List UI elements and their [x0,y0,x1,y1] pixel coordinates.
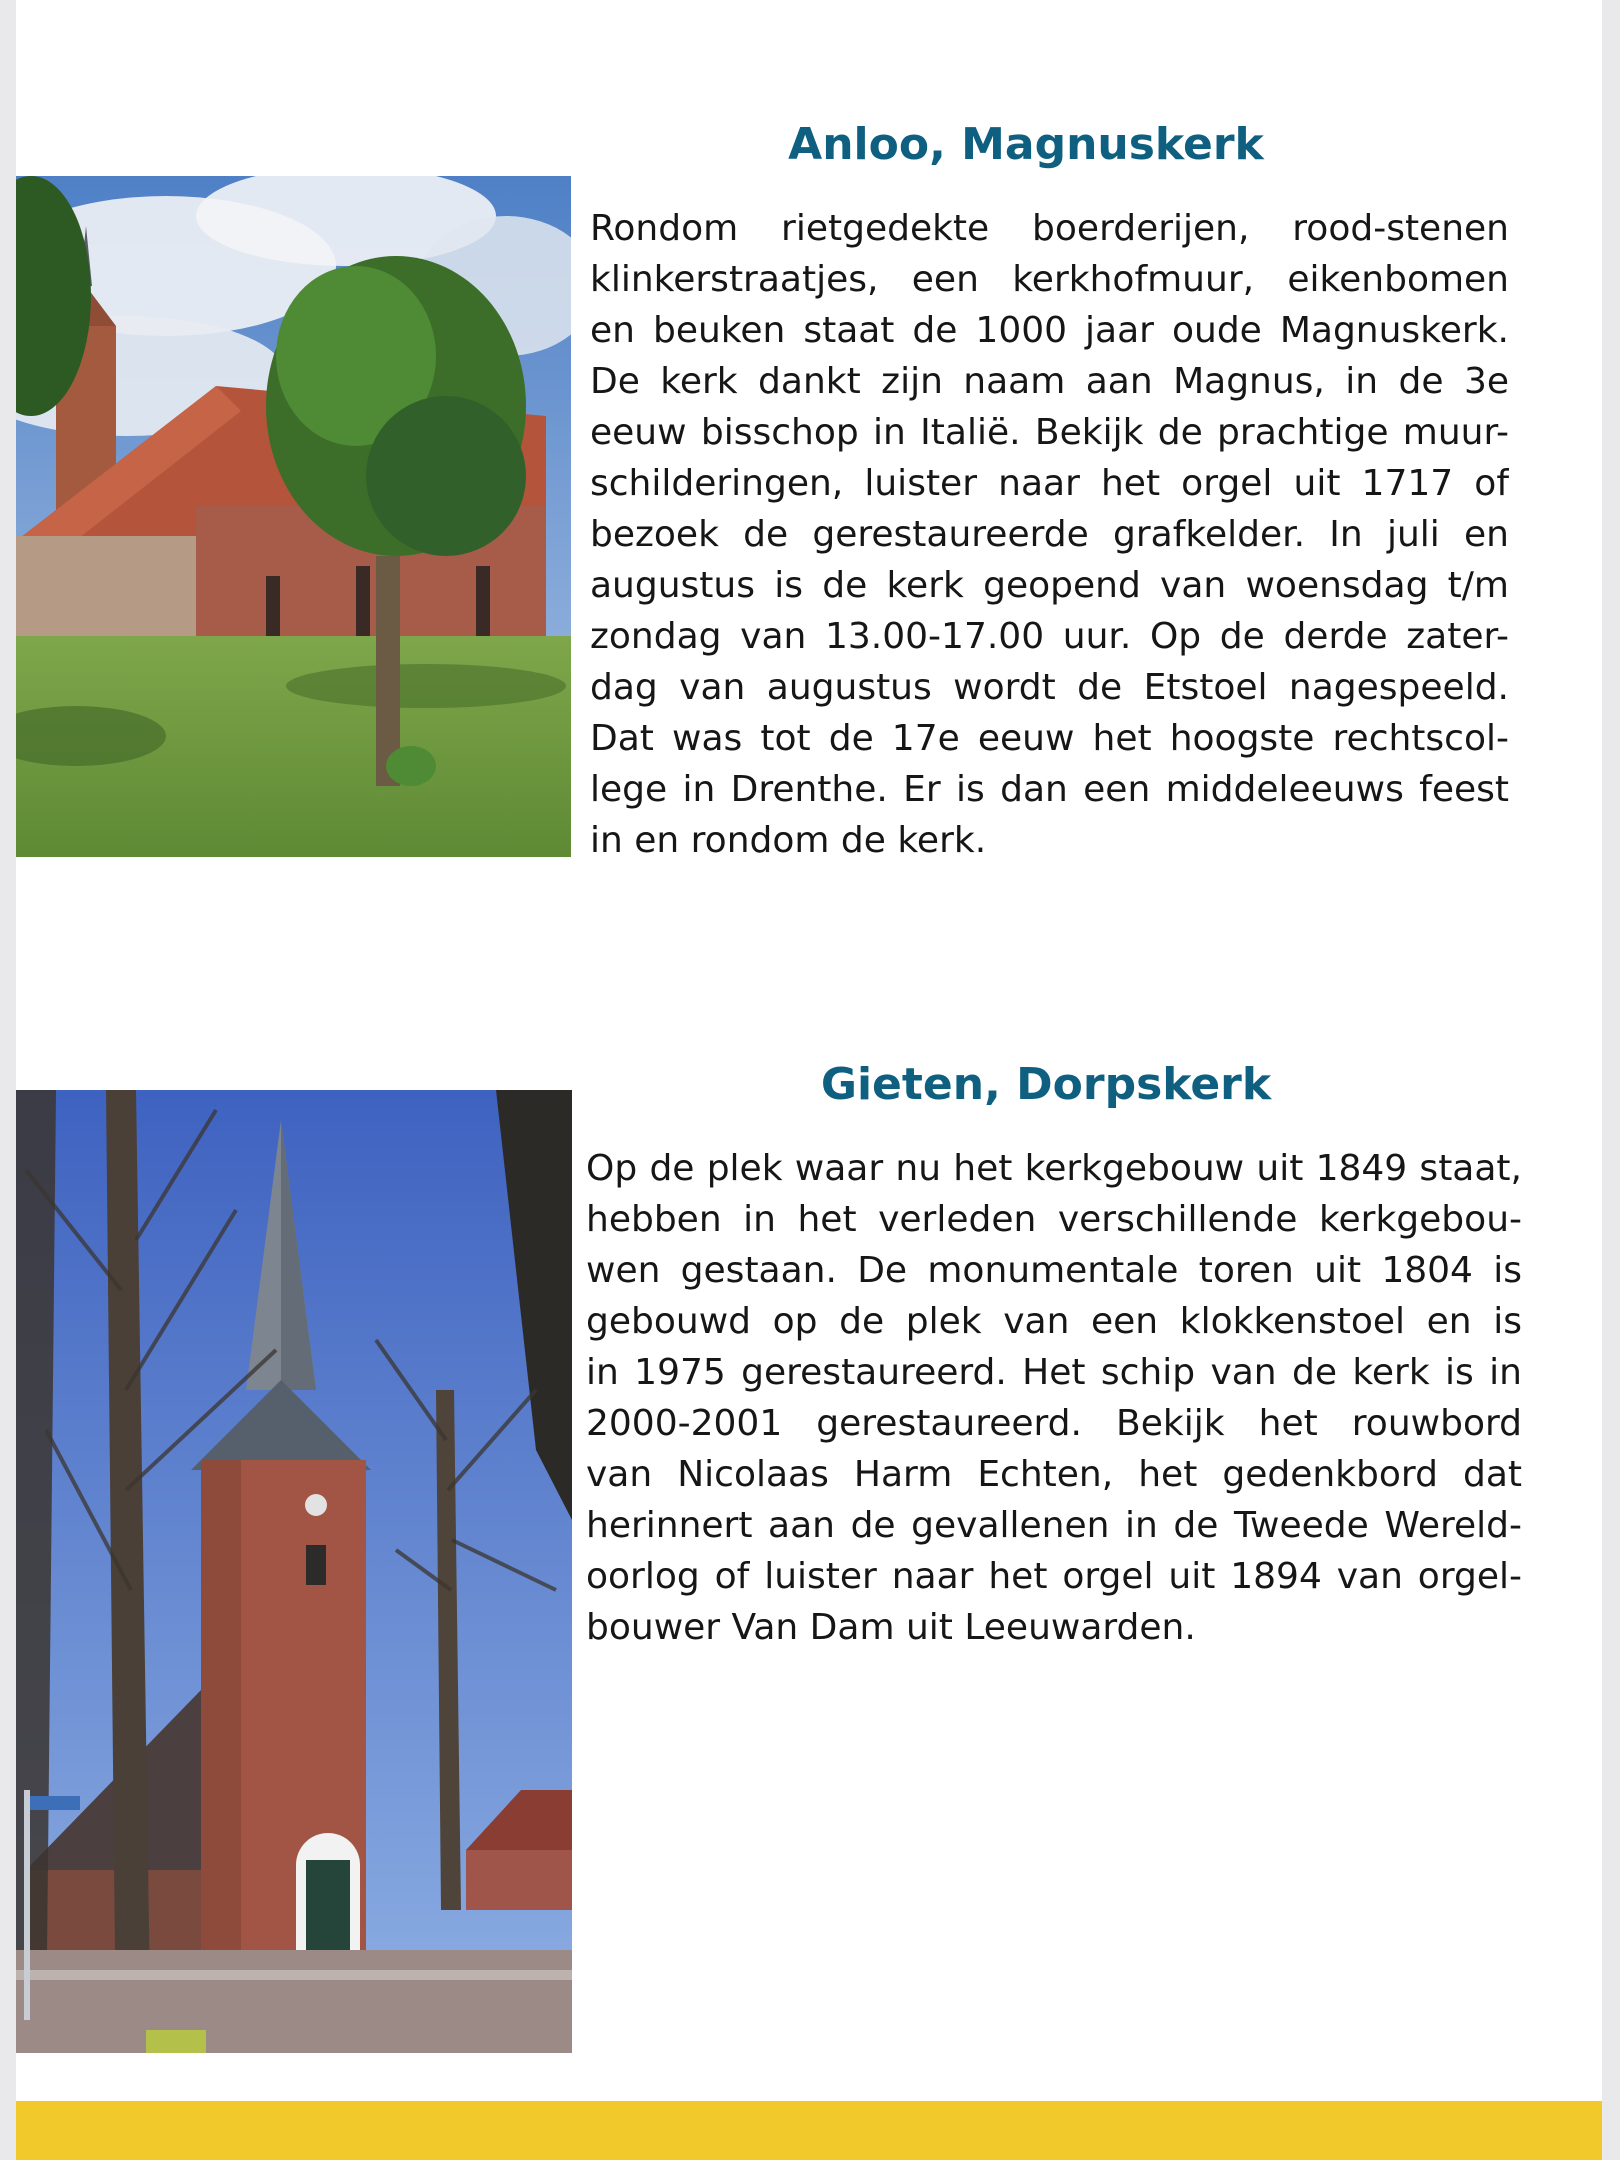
text-line: Op de plek waar nu het kerkgebouw uit 1849 staat, [586,1148,1522,1189]
brochure-page [16,0,1602,2160]
text-line: van Nicolaas Harm Echten, het gedenkbord dat [586,1454,1522,1495]
church-photo-gieten [16,1090,572,2053]
section-text-anloo [590,203,1509,866]
text-line: in en rondom de kerk. [590,820,987,861]
text-line: 2000-2001 gerestaureerd. Bekijk het rouwbord [586,1403,1522,1444]
section-title-anloo: Anloo, Magnuskerk [788,119,1264,170]
text-line: dag van augustus wordt de Etstoel nagespeeld. [590,667,1509,708]
text-line: eeuw bisschop in Italië. Bekijk de prachtige muur- [590,412,1509,453]
text-line: gebouwd op de plek van een klokkenstoel en is [586,1301,1522,1342]
text-line: Dat was tot de 17e eeuw het hoogste rechtscol- [590,718,1509,759]
photo-gieten-dorpskerk [16,1090,572,2053]
text-line: en beuken staat de 1000 jaar oude Magnuskerk. [590,310,1509,351]
section-title-gieten: Gieten, Dorpskerk [820,1059,1272,1110]
text-line: oorlog of luister naar het orgel uit 1894 van orgel- [586,1556,1522,1597]
text-line: augustus is de kerk geopend van woensdag t/m [590,565,1509,606]
photo-anloo-magnuskerk [16,176,571,857]
text-line: in 1975 gerestaureerd. Het schip van de kerk is in [586,1352,1522,1393]
text-line: zondag van 13.00-17.00 uur. Op de derde zater- [590,616,1509,657]
text-line: Rondom rietgedekte boerderijen, rood-stenen [590,208,1509,249]
text-line: hebben in het verleden verschillende kerkgebou- [586,1199,1522,1240]
text-line: schilderingen, luister naar het orgel uit 1717 of [590,463,1509,504]
text-line: bouwer Van Dam uit Leeuwarden. [586,1607,1196,1648]
text-line: De kerk dankt zijn naam aan Magnus, in de 3e [590,361,1509,402]
section-text-gieten [586,1143,1522,1653]
text-line: klinkerstraatjes, een kerkhofmuur, eikenbomen [590,259,1509,300]
text-line: herinnert aan de gevallenen in de Tweede Wereld- [586,1505,1522,1546]
text-line: wen gestaan. De monumentale toren uit 1804 is [586,1250,1522,1291]
text-line: lege in Drenthe. Er is dan een middeleeuws feest [590,769,1509,810]
text-line: bezoek de gerestaureerde grafkelder. In juli en [590,514,1509,555]
footer-color-bar [16,2101,1602,2160]
church-photo-anloo [16,176,571,857]
